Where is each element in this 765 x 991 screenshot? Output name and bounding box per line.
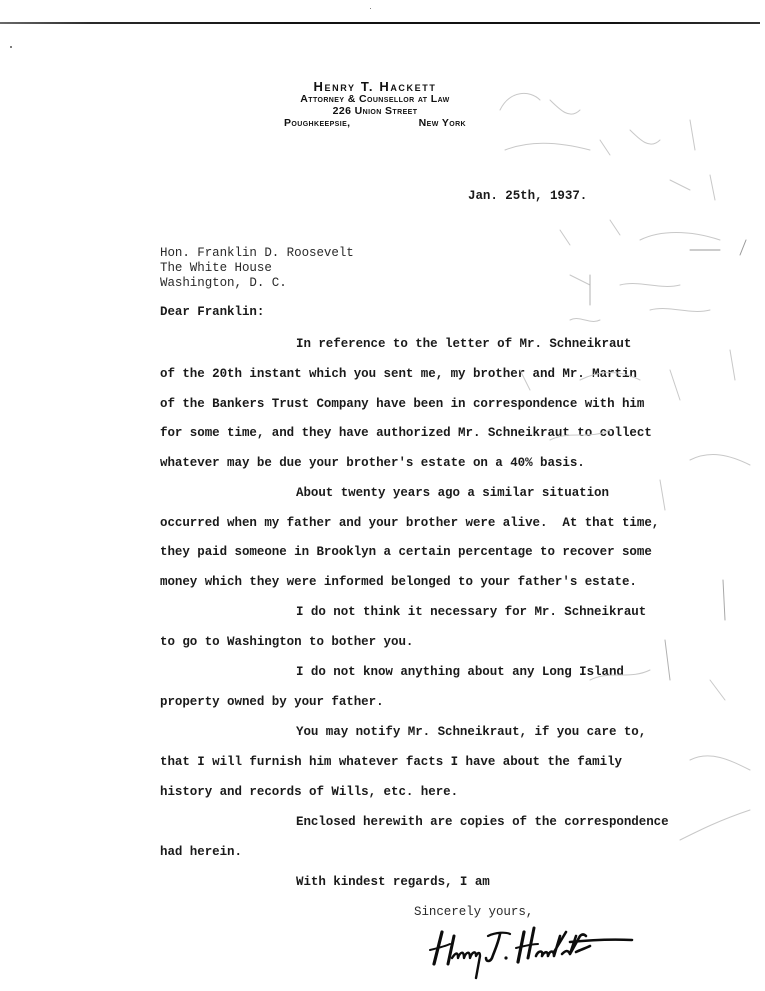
top-rule <box>0 22 760 24</box>
body-line: of the Bankers Trust Company have been in correspondence with him <box>160 397 645 411</box>
letterhead <box>270 80 480 129</box>
body-line: About twenty years ago a similar situation <box>296 486 609 500</box>
body-line: of the 20th instant which you sent me, my brother and Mr. Martin <box>160 367 637 381</box>
closing-regards: With kindest regards, I am <box>296 875 490 889</box>
closing-valediction: Sincerely yours, <box>414 905 534 919</box>
body-line: occurred when my father and your brother were alive. At that time, <box>160 516 660 530</box>
recipient-line-1: Hon. Franklin D. Roosevelt <box>160 246 354 260</box>
body-line: Enclosed herewith are copies of the correspondence <box>296 815 669 829</box>
paper-speck <box>10 46 12 48</box>
body-line: property owned by your father. <box>160 695 384 709</box>
body-line: that I will furnish him whatever facts I have about the family <box>160 755 622 769</box>
body-line: In reference to the letter of Mr. Schneikraut <box>296 337 632 351</box>
salutation: Dear Franklin: <box>160 305 265 319</box>
letterhead-city: Poughkeepsie, <box>284 117 351 129</box>
letterhead-street: 226 Union Street <box>332 105 418 117</box>
paper-speck <box>370 8 371 9</box>
body-line: history and records of Wills, etc. here. <box>160 785 459 799</box>
body-line: money which they were informed belonged to your father's estate. <box>160 575 637 589</box>
recipient-line-2: The White House <box>160 261 272 275</box>
letterhead-city-row <box>270 117 480 129</box>
body-line: You may notify Mr. Schneikraut, if you care to, <box>296 725 647 739</box>
body-line: I do not think it necessary for Mr. Schneikraut <box>296 605 647 619</box>
body-line: they paid someone in Brooklyn a certain percentage to recover some <box>160 545 652 559</box>
body-line: I do not know anything about any Long Island <box>296 665 624 679</box>
letterhead-state: New York <box>418 117 466 129</box>
letterhead-title: Attorney & Counsellor at Law <box>300 93 450 105</box>
letter-date: Jan. 25th, 1937. <box>468 189 588 203</box>
recipient-line-3: Washington, D. C. <box>160 276 287 290</box>
handwritten-signature <box>420 922 640 982</box>
body-line: whatever may be due your brother's estate on a 40% basis. <box>160 456 585 470</box>
body-line: had herein. <box>160 845 242 859</box>
body-line: for some time, and they have authorized Mr. Schneikraut to collect <box>160 426 652 440</box>
body-line: to go to Washington to bother you. <box>160 635 414 649</box>
letterhead-name: Henry T. Hackett <box>313 79 437 94</box>
